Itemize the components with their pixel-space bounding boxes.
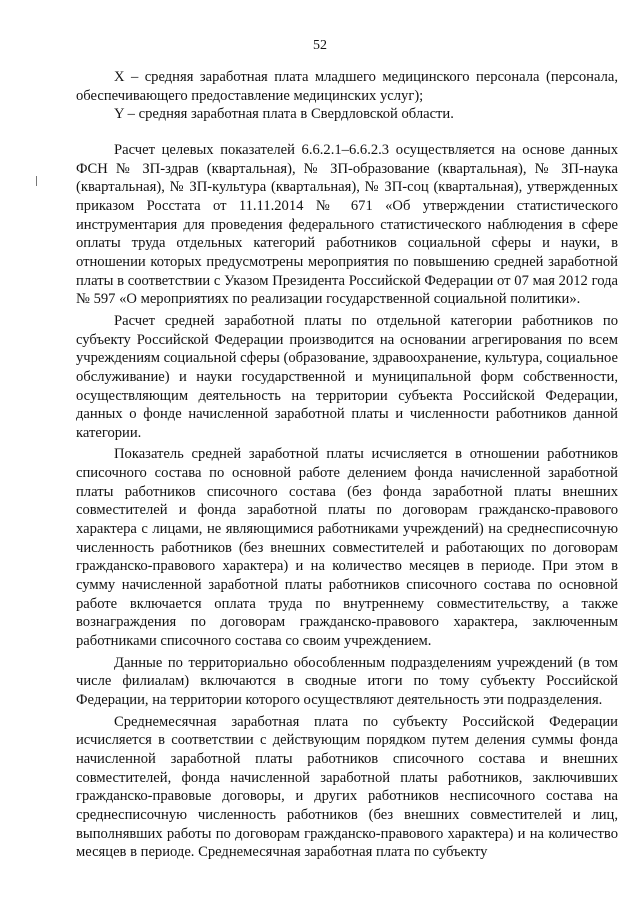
paragraph-salary-indicator: Показатель средней заработной платы исчисляется в отношении работников списочного состава по основной работе делением фонда начисленной заработной платы работников списочного состава (без фонда заработной платы внешних совместителей и фонда заработной платы по договорам гражданско-правового характера с лицами, не являющимися работниками учреждений) на среднесписочную численность работников (без внешних совместителей и работающих по договорам гражданско-правового характера) и на количество месяцев в периоде. При этом в сумму начисленной заработной платы работников списочного состава по основной работе включается оплата труда по внутреннему совместительству, а также вознаграждения по договорам гражданско-правового характера, заключенным работниками списочного состава со своим учреждением.	[76, 446, 618, 650]
margin-mark	[36, 176, 37, 186]
document-body	[76, 68, 618, 865]
paragraph-x-definition: X – средняя заработная плата младшего медицинского персонала (персонала, обеспечивающего предоставление медицинских услуг);	[76, 69, 618, 104]
paragraph-target-calculation: Расчет целевых показателей 6.6.2.1–6.6.2.3 осуществляется на основе данных ФСН № ЗП-здрав (квартальная), № ЗП-образование (квартальная), № ЗП-наука (квартальная), № ЗП-культура (квартальная), № ЗП-соц (квартальная), утвержденных приказом Росстата от 11.11.2014 № 671 «Об утверждении статистического инструментария для проведения федерального статистического наблюдения в сфере оплаты труда отдельных категорий работников социальной сферы и науки, в отношении которых предусмотрены мероприятия по повышению средней заработной платы в соответствии с Указом Президента Российской Федерации от 07 мая 2012 года № 597 «О мероприятиях по реализации государственной социальной политики».	[76, 141, 618, 308]
paragraph-branches-data: Данные по территориально обособленным подразделениям учреждений (в том числе филиалам) включаются в сводные итоги по тому субъекту Российской Федерации, на территории которого осуществляют деятельность эти подразделения.	[76, 654, 618, 708]
paragraph-spacer	[76, 127, 618, 141]
page-number: 52	[313, 38, 327, 53]
paragraph-average-salary-category: Расчет средней заработной платы по отдельной категории работников по субъекту Российской Федерации производится на основании агрегирования по всем учреждениям социальной сферы (образование, здравоохранение, культура, социальное обслуживание) и науки государственной и муниципальной форм собственности, осуществляющим деятельность на территории субъекта Российской Федерации, данных о фонде начисленной заработной платы и численности работников данной категории.	[76, 312, 619, 441]
paragraph-monthly-salary: Среднемесячная заработная плата по субъекту Российской Федерации исчисляется в соответствии с действующим порядком путем деления суммы фонда начисленной заработной платы работников списочного состава и внешних совместителей, фонда начисленной заработной платы работников, заключивших гражданско-правовые договоры, и других работников несписочного состава на среднесписочную численность работников (без внешних совместителей и лиц, выполнявших работы по договорам гражданско-правового характера) и на количество месяцев в периоде. Среднемесячная заработная плата по субъекту	[76, 713, 618, 861]
paragraph-y-definition: Y – средняя заработная плата в Свердловской области.	[114, 106, 454, 123]
